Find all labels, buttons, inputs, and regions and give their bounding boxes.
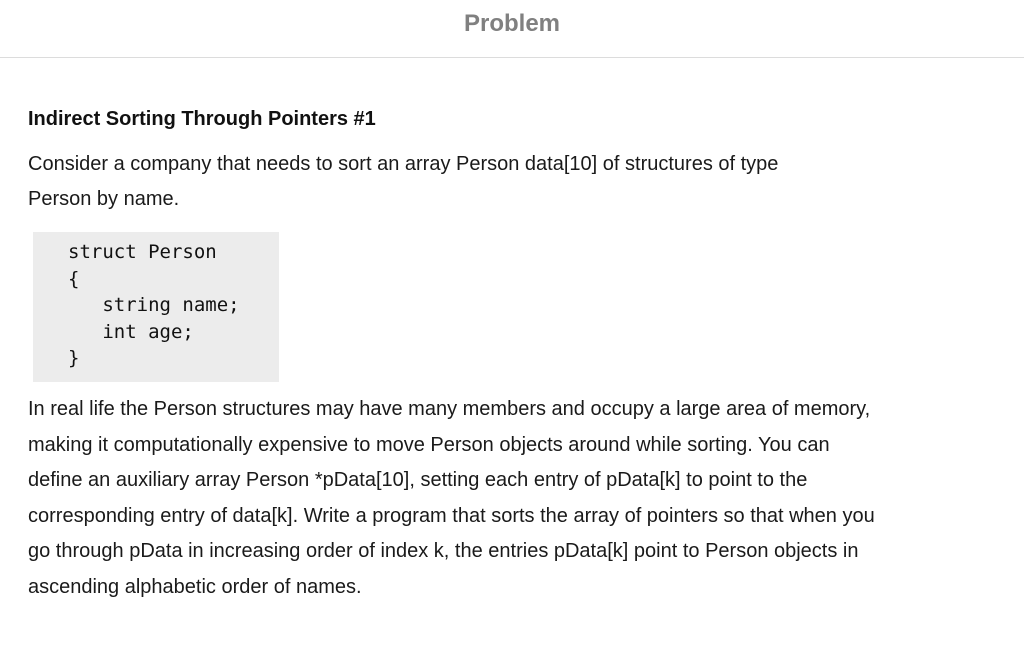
page-title: Problem [463,10,561,37]
code-line: struct Person [68,241,217,263]
intro-line: Consider a company that needs to sort an array Person data[10] of structures of type [28,153,779,175]
code-line: } [68,347,80,369]
code-line: int age; [68,320,194,343]
problem-title: Indirect Sorting Through Pointers #1 [28,108,376,130]
description-line: go through pData in increasing order of index k, the entries pData[k] point to Person objects in [28,540,859,562]
description-line: making it computationally expensive to move Person objects around while sorting. You can [28,433,830,456]
problem-content [28,105,988,605]
description-line: ascending alphabetic order of names. [28,575,362,598]
code-line: string name; [68,294,240,316]
code-line: { [68,267,80,290]
intro-line: Person by name. [28,188,180,210]
code-block [33,232,279,382]
page-header [0,0,1024,58]
problem-description [28,392,988,605]
description-line: In real life the Person structures may have many members and occupy a large area of memory, [28,398,871,420]
description-line: define an auxiliary array Person *pData[10], setting each entry of pData[k] to point to the [28,469,808,491]
description-line: corresponding entry of data[k]. Write a program that sorts the array of pointers so that when you [28,504,875,527]
